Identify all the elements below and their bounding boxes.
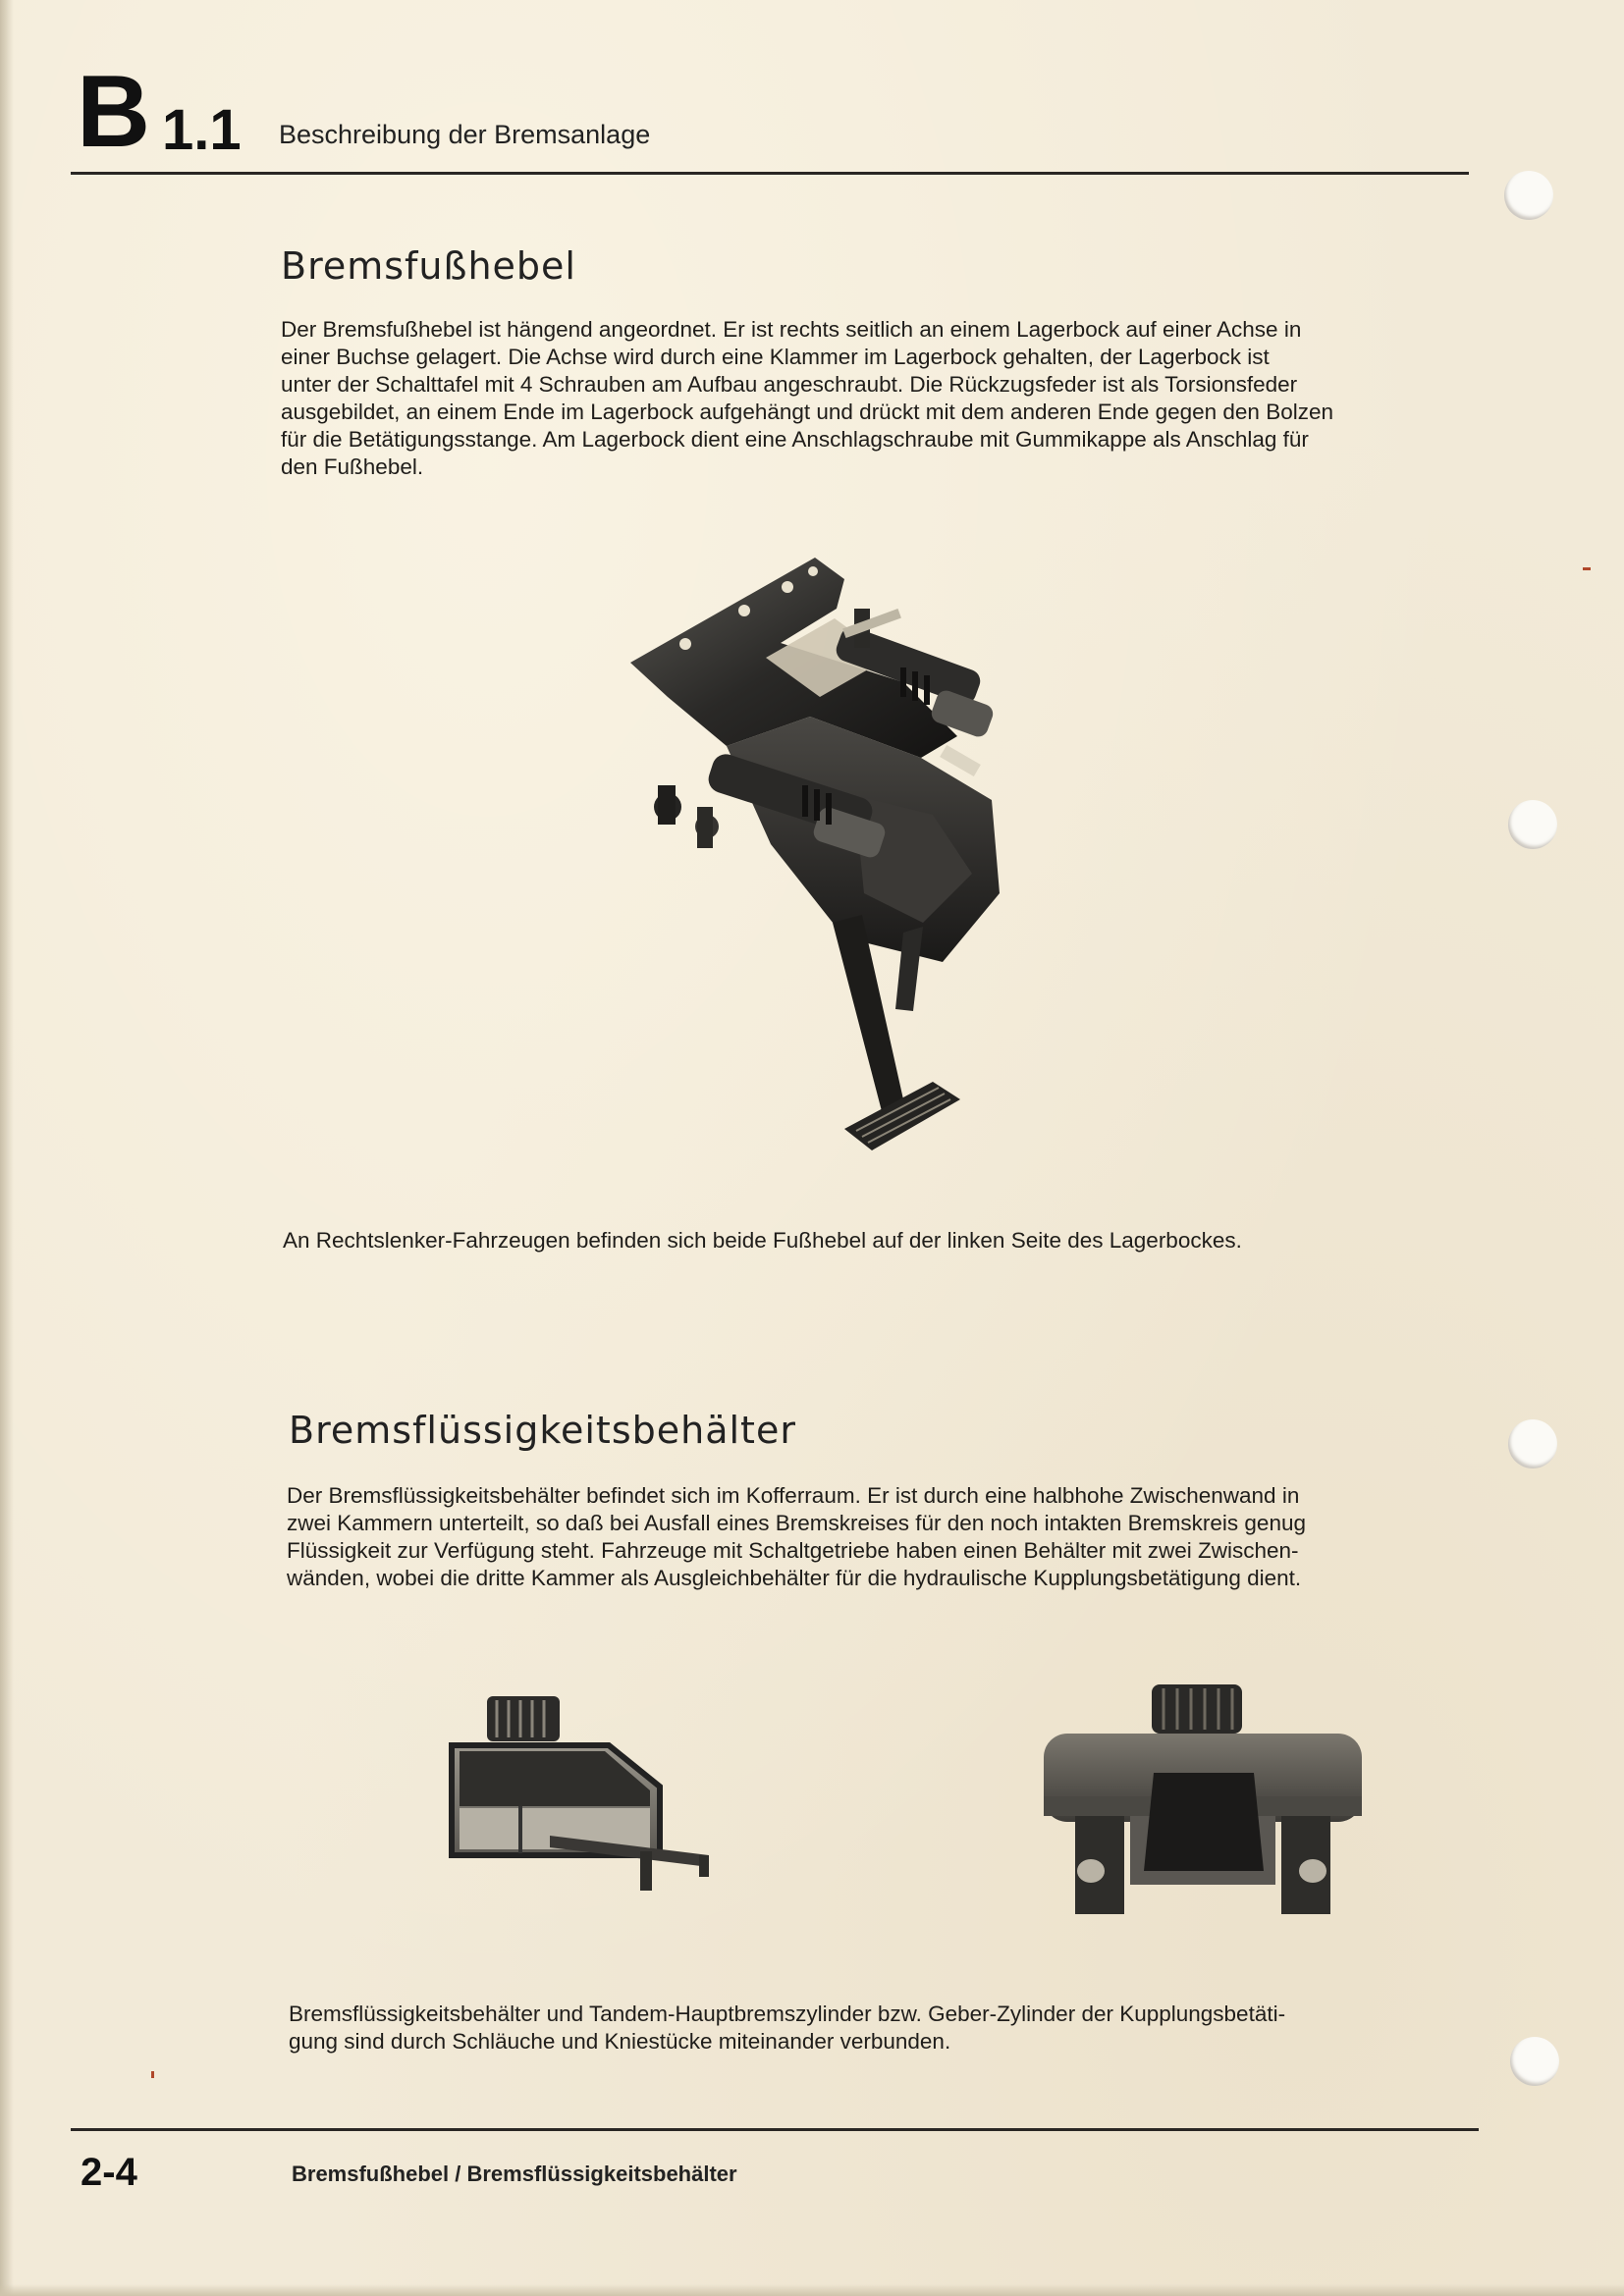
page-number: 2-4 xyxy=(81,2151,137,2194)
brake-pedal-assembly-photo xyxy=(609,550,1218,1178)
punch-hole-icon xyxy=(1504,171,1553,220)
page-left-edge-shadow xyxy=(0,0,14,2296)
scan-speck xyxy=(1583,567,1591,570)
text-line: Der Bremsflüssigkeitsbehälter befindet sich im Kofferraum. Er ist durch eine halbhohe Zwischenwand in xyxy=(287,1483,1300,1508)
section-number: 1.1 xyxy=(162,98,242,162)
text-line: wänden, wobei die dritte Kammer als Ausgleichbehälter für die hydraulische Kupplungsbetätigung dient. xyxy=(287,1566,1302,1590)
punch-hole-icon xyxy=(1510,2037,1559,2086)
punch-hole-icon xyxy=(1508,1419,1557,1468)
header-title: Beschreibung der Bremsanlage xyxy=(279,120,651,149)
text-line: für die Betätigungsstange. Am Lagerbock dient eine Anschlagschraube mit Gummikappe als Anschlag für xyxy=(281,427,1309,452)
reservoir-side-photo xyxy=(432,1688,727,1924)
footer-title: Bremsfußhebel / Bremsflüssigkeitsbehälter xyxy=(292,2162,737,2186)
text-line: Der Bremsfußhebel ist hängend angeordnet. Er ist rechts seitlich an einem Lagerbock auf einer Achse in xyxy=(281,317,1302,342)
text-line: unter der Schalttafel mit 4 Schrauben am Aufbau angeschraubt. Die Rückzugsfeder ist als Torsionsfeder xyxy=(281,372,1298,397)
footer-rule xyxy=(71,2128,1479,2131)
text-line: Bremsflüssigkeitsbehälter und Tandem-Hauptbremszylinder bzw. Geber-Zylinder der Kupplungsbetäti- xyxy=(289,2002,1286,2026)
header-rule xyxy=(71,172,1469,175)
paragraph-bremsfusshebel xyxy=(281,316,1475,481)
paragraph-bremsfluessigkeitsbehaelter xyxy=(287,1482,1481,1592)
text-line: einer Buchse gelagert. Die Achse wird durch eine Klammer im Lagerbock gehalten, der Lagerbock ist xyxy=(281,345,1270,369)
text-line: zwei Kammern unterteilt, so daß bei Ausfall eines Bremskreises für den noch intakten Bremskreis genug xyxy=(287,1511,1306,1535)
section-title-bremsfusshebel: Bremsfußhebel xyxy=(281,244,576,288)
page-bottom-edge-shadow xyxy=(0,2284,1624,2296)
text-line: Flüssigkeit zur Verfügung steht. Fahrzeuge mit Schaltgetriebe haben einen Behälter mit zwei Zwischen- xyxy=(287,1538,1299,1563)
scan-speck xyxy=(151,2071,154,2078)
section-letter: B xyxy=(77,55,151,169)
section-title-bremsfluessigkeitsbehaelter: Bremsflüssigkeitsbehälter xyxy=(289,1409,796,1452)
text-line: gung sind durch Schläuche und Kniestücke miteinander verbunden. xyxy=(289,2029,951,2054)
punch-hole-icon xyxy=(1508,800,1557,849)
text-line: den Fußhebel. xyxy=(281,454,424,479)
caption-bremsfusshebel: An Rechtslenker-Fahrzeugen befinden sich beide Fußhebel auf der linken Seite des Lagerbockes. xyxy=(283,1228,1242,1253)
caption-bremsfluessigkeitsbehaelter xyxy=(289,2001,1487,2056)
reservoir-front-photo xyxy=(1036,1679,1370,1924)
text-line: ausgebildet, an einem Ende im Lagerbock aufgehängt und drückt mit dem anderen Ende gegen den Bolzen xyxy=(281,400,1333,424)
